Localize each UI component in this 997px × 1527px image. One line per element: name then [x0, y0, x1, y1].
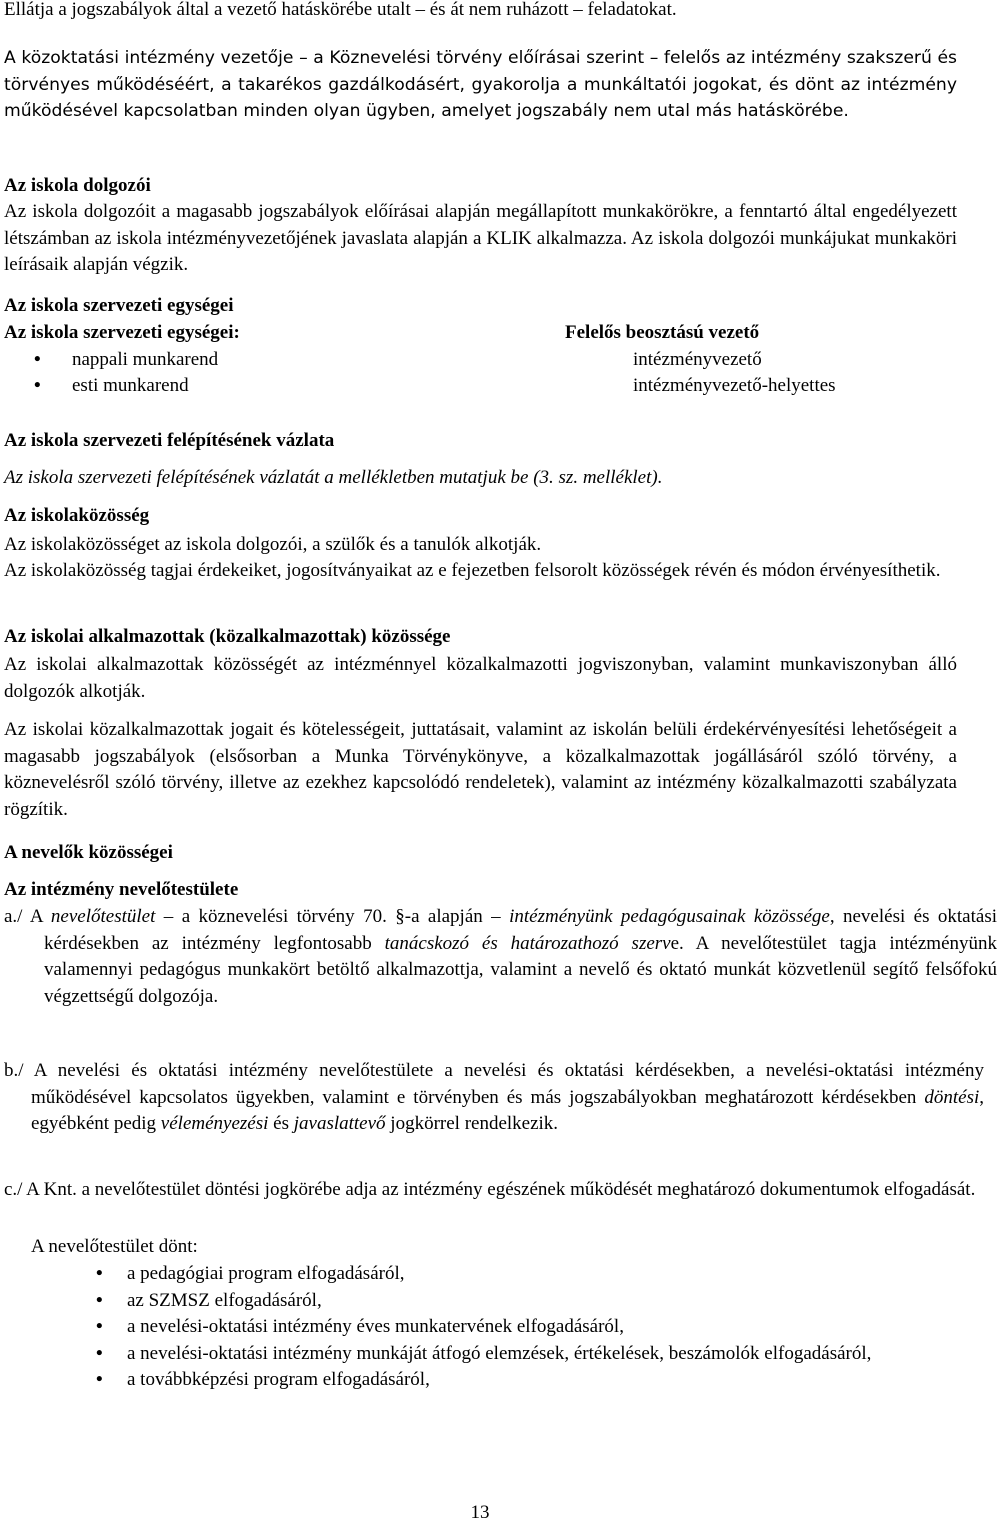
list-item: • a nevelési-oktatási intézmény munkáját átfogó elemzések, értékelések, beszámolók elfogadásáról,: [4, 1341, 957, 1368]
list-item: • a pedagógiai program elfogadásáról,: [4, 1261, 957, 1288]
employees-heading: Az iskolai alkalmazottak (közalkalmazottak) közössége: [4, 626, 451, 647]
teachers-heading: A nevelők közösségei: [4, 842, 173, 863]
text-run: A Knt. a nevelőtestület döntési jogkörébe adja az intézmény egészének működését meghatározó dokumentumok elfogadását.: [22, 1179, 976, 1200]
item-label-b: b./: [4, 1060, 24, 1081]
community-text-2: Az iskolaközösség tagjai érdekeiket, jogosítványaikat az e fejezetben felsorolt közösségek révén és módon érvényesíthetik.: [4, 560, 941, 581]
staff-text: Az iskola dolgozóit a magasabb jogszabályok előírásai alapján megállapított munkakörökre, a fenntartó által engedélyezett létszámban az iskola intézményvezetőjének javaslata alapján a KLIK alkalmazza. Az iskola dolgozói munkájukat munkaköri leírásaik alapján végzik.: [4, 201, 957, 276]
italic-run: javaslattevő: [293, 1113, 386, 1135]
leader-paragraph: A közoktatási intézmény vezetője – a Köznevelési törvény előírásai szerint – felelős az intézmény szakszerű és törvényes működéséért, a takarékos gazdálkodásért, gyakorolja a munkáltatói jogokat, és dönt az intézmény működésével kapcsolatban minden olyan ügyben, amelyet jogszabály nem utal más hatáskörébe.: [4, 48, 957, 122]
community-text-1: Az iskolaközösséget az iskola dolgozói, a szülők és a tanulók alkotják.: [4, 534, 542, 555]
decision-list: [4, 1261, 957, 1394]
intro-line: Ellátja a jogszabályok által a vezető hatáskörébe utalt – és át nem ruházott – feladatokat.: [4, 0, 677, 20]
units-table-row: [4, 373, 957, 400]
structure-heading: Az iskola szervezeti felépítésének vázlata: [4, 430, 335, 451]
unit-name: • nappali munkarend: [4, 347, 633, 374]
italic-run: intézményünk pedagógusainak közössége: [509, 906, 830, 927]
units-col1-header: Az iskola szervezeti egységei:: [4, 322, 240, 343]
italic-run: döntési: [924, 1086, 980, 1108]
item-label-a: a./: [4, 906, 23, 927]
board-paragraph-c: [4, 1177, 984, 1204]
staff-heading: Az iskola dolgozói: [4, 175, 151, 196]
text-run: jogkörrel rendelkezik.: [385, 1113, 559, 1135]
text-run: A nevelési és oktatási intézmény nevelőtestülete a nevelési és oktatási kérdésekben, a nevelési-oktatási intézmény működésével kapcsolatos ügyekben, valamint e törvényben és más jogszabályokban meghatározott kérdésekben: [23, 1060, 984, 1108]
text-run: , nevelési és oktatási kérdésekben az intézmény legfontosabb: [44, 906, 997, 954]
unit-leader: intézményvezető: [633, 348, 762, 370]
item-label-c: c./: [4, 1179, 23, 1200]
units-heading: Az iskola szervezeti egységei: [4, 295, 234, 316]
board-heading: Az intézmény nevelőtestülete: [4, 879, 239, 900]
list-item: • az SZMSZ elfogadásáról,: [4, 1288, 957, 1315]
unit-name: • esti munkarend: [4, 373, 633, 400]
list-item: • a nevelési-oktatási intézmény éves munkatervének elfogadásáról,: [4, 1314, 957, 1341]
italic-run: véleményezési: [160, 1113, 269, 1135]
units-table: [4, 320, 957, 400]
italic-run: nevelőtestület: [50, 906, 156, 927]
page-number: 13: [470, 1502, 490, 1523]
units-col2-header: Felelős beosztású vezető: [565, 322, 760, 343]
employees-text-1: Az iskolai alkalmazottak közösségét az intézménnyel közalkalmazotti jogviszonyban, valamint munkaviszonyban álló dolgozók alkotják.: [4, 654, 957, 702]
board-paragraph-a: [4, 904, 997, 1010]
text-run: A: [22, 906, 51, 927]
list-item: • a továbbképzési program elfogadásáról,: [4, 1367, 957, 1394]
board-paragraph-b: [4, 1058, 984, 1138]
employees-text-2: Az iskolai közalkalmazottak jogait és kötelességeit, juttatásait, valamint az iskolán belüli érdekérvényesítési lehetőségeit a magasabb jogszabályok (elsősorban a Munka Törvénykönyve, a közalkalmazottak jogállásáról szóló törvény, a köznevelésről szóló törvény, illetve az ezekhez kapcsolódó rendeletek), valamint az intézmény közalkalmazotti szabályzata rögzítik.: [4, 719, 957, 820]
text-run: e. A nevelőtestület tagja intézményünk valamennyi pedagógus munkakört betöltő alkalmazottja, valamint a nevelő és oktató munkát közvetlenül segítő felsőfokú végzettségű dolgozója.: [44, 932, 997, 1007]
units-table-row: [4, 347, 957, 374]
text-run: , egyébként pedig: [31, 1086, 984, 1135]
italic-run: tanácskozó és határozathozó szerv: [384, 932, 671, 954]
structure-text: Az iskola szervezeti felépítésének vázlatát a mellékletben mutatjuk be (3. sz. melléklet).: [4, 467, 663, 488]
board-decides: A nevelőtestület dönt:: [31, 1236, 198, 1257]
text-run: és: [268, 1113, 294, 1135]
text-run: – a köznevelési törvény 70. §-a alapján –: [155, 906, 510, 927]
unit-leader: intézményvezető-helyettes: [633, 375, 836, 397]
units-table-header: [4, 320, 957, 347]
community-heading: Az iskolaközösség: [4, 505, 150, 526]
